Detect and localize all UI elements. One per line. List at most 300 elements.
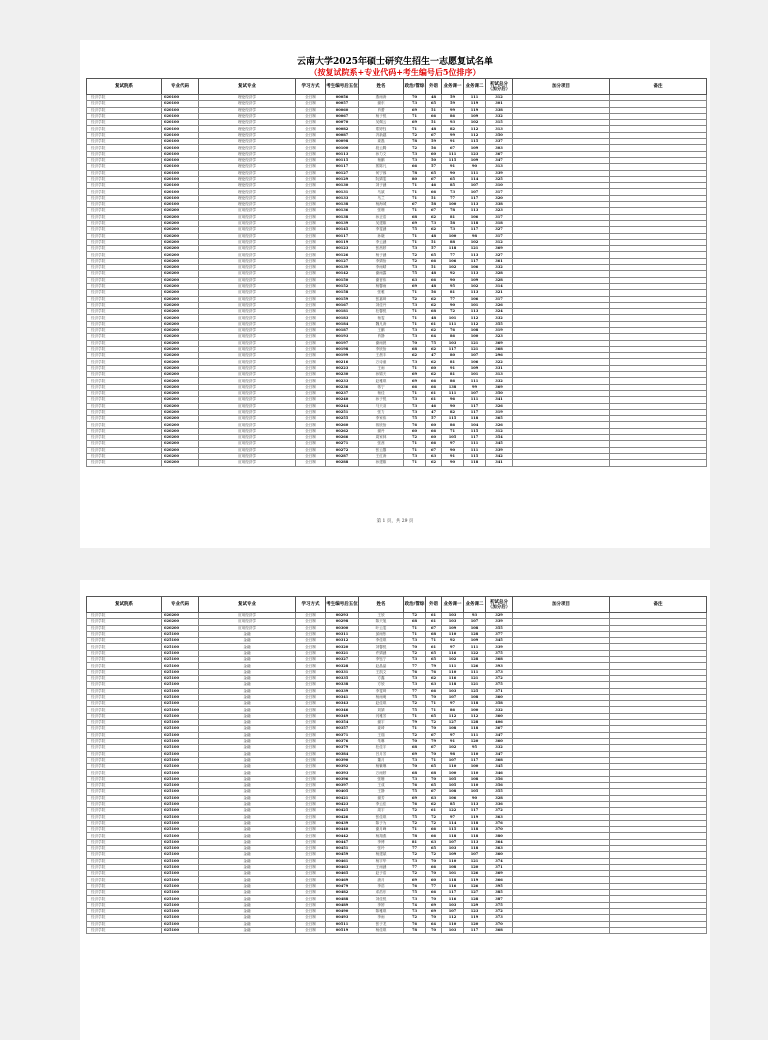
cell-foreign-language-score: 66 <box>426 833 442 839</box>
cell-foreign-language-score: 64 <box>426 921 442 927</box>
cell-subject-1-score: 99 <box>442 132 464 138</box>
cell-politics-score: 71 <box>404 290 426 296</box>
cell-exam-id: 00287 <box>326 453 359 459</box>
col-header-exam-id: 考生编号后五位 <box>326 79 359 95</box>
cell-politics-score: 62 <box>404 353 426 359</box>
cell-foreign-language-score: 61 <box>426 644 442 650</box>
cell-study-mode: 全日制 <box>296 258 326 264</box>
cell-study-mode: 全日制 <box>296 390 326 396</box>
cell-total-score: 328 <box>486 277 513 283</box>
cell-foreign-language-score: 62 <box>426 296 442 302</box>
cell-major-code: 020100 <box>162 145 199 151</box>
cell-study-mode: 全日制 <box>296 814 326 820</box>
cell-major: 应用经济学 <box>199 416 296 422</box>
cell-politics-score: 70 <box>404 644 426 650</box>
cell-study-mode: 全日制 <box>296 732 326 738</box>
cell-total-score: 319 <box>486 409 513 415</box>
cell-major-code: 020200 <box>162 321 199 327</box>
cell-department: 经济学院 <box>87 808 162 814</box>
cell-subject-1-score: 103 <box>442 619 464 625</box>
cell-foreign-language-score: 61 <box>426 619 442 625</box>
cell-total-score: 369 <box>486 246 513 252</box>
cell-foreign-language-score: 62 <box>426 372 442 378</box>
cell-foreign-language-score: 51 <box>426 195 442 201</box>
cell-exam-id: 00216 <box>326 359 359 365</box>
cell-total-score: 345 <box>486 638 513 644</box>
cell-exam-id: 00379 <box>326 745 359 751</box>
cell-politics-score: 69 <box>404 120 426 126</box>
cell-subject-2-score: 106 <box>464 296 486 302</box>
cell-foreign-language-score: 46 <box>426 403 442 409</box>
cell-name: 陈雅琪 <box>359 908 404 914</box>
cell-politics-score: 67 <box>404 202 426 208</box>
cell-foreign-language-score: 70 <box>426 858 442 864</box>
cell-exam-id: 00271 <box>326 441 359 447</box>
cell-major: 金融 <box>199 745 296 751</box>
cell-major-code: 020200 <box>162 340 199 346</box>
cell-subject-1-score: 106 <box>442 795 464 801</box>
cell-politics-score: 72 <box>404 145 426 151</box>
cell-exam-id: 00451 <box>326 845 359 851</box>
col-header-bonus-item: 加分项目 <box>513 79 610 95</box>
cell-subject-1-score: 82 <box>442 126 464 132</box>
cell-subject-2-score: 119 <box>464 877 486 883</box>
cell-subject-2-score: 121 <box>464 682 486 688</box>
cell-subject-2-score: 117 <box>464 808 486 814</box>
cell-exam-id: 00139 <box>326 265 359 271</box>
cell-exam-id: 00244 <box>326 403 359 409</box>
cell-department: 经济学院 <box>87 359 162 365</box>
cell-politics-score: 77 <box>404 663 426 669</box>
cell-politics-score: 73 <box>404 908 426 914</box>
cell-department: 经济学院 <box>87 757 162 763</box>
cell-name: 张茜婷 <box>359 246 404 252</box>
cell-subject-1-score: 92 <box>442 638 464 644</box>
cell-foreign-language-score: 66 <box>426 378 442 384</box>
cell-major: 金融 <box>199 720 296 726</box>
cell-total-score: 326 <box>486 422 513 428</box>
cell-study-mode: 全日制 <box>296 921 326 927</box>
cell-major: 金融 <box>199 650 296 656</box>
cell-subject-1-score: 112 <box>442 915 464 921</box>
cell-study-mode: 全日制 <box>296 890 326 896</box>
cell-department: 经济学院 <box>87 688 162 694</box>
cell-major-code: 025100 <box>162 631 199 637</box>
cell-major-code: 025100 <box>162 682 199 688</box>
cell-subject-2-score: 105 <box>464 789 486 795</box>
cell-major: 应用经济学 <box>199 220 296 226</box>
cell-major: 应用经济学 <box>199 340 296 346</box>
cell-politics-score: 71 <box>404 390 426 396</box>
cell-subject-1-score: 107 <box>442 908 464 914</box>
cell-exam-id: 00463 <box>326 864 359 870</box>
cell-subject-1-score: 77 <box>442 195 464 201</box>
cell-exam-id: 00371 <box>326 732 359 738</box>
cell-department: 经济学院 <box>87 120 162 126</box>
cell-major-code: 020200 <box>162 397 199 403</box>
cell-name: 张茜 <box>359 441 404 447</box>
cell-major: 应用经济学 <box>199 283 296 289</box>
cell-name: 杨佳 <box>359 390 404 396</box>
cell-study-mode: 全日制 <box>296 827 326 833</box>
cell-foreign-language-score: 71 <box>426 638 442 644</box>
cell-department: 经济学院 <box>87 675 162 681</box>
cell-politics-score: 72 <box>404 435 426 441</box>
cell-exam-id: 00321 <box>326 650 359 656</box>
cell-department: 经济学院 <box>87 327 162 333</box>
cell-name: 杜馨悦 <box>359 309 404 315</box>
cell-major-code: 025100 <box>162 808 199 814</box>
cell-name: 李佳琪 <box>359 638 404 644</box>
cell-exam-id: 00119 <box>326 239 359 245</box>
cell-exam-id: 00181 <box>326 309 359 315</box>
cell-politics-score: 75 <box>404 227 426 233</box>
cell-subject-2-score: 117 <box>464 403 486 409</box>
cell-exam-id: 00087 <box>326 132 359 138</box>
cell-politics-score: 76 <box>404 422 426 428</box>
cell-politics-score: 76 <box>404 783 426 789</box>
cell-total-score: 310 <box>486 183 513 189</box>
cell-subject-2-score: 115 <box>464 139 486 145</box>
cell-foreign-language-score: 67 <box>426 132 442 138</box>
col-header-department: 复试院系 <box>87 597 162 613</box>
cell-subject-2-score: 111 <box>464 441 486 447</box>
cell-name: 马兰 <box>359 195 404 201</box>
cell-name: 王晨丰 <box>359 353 404 359</box>
cell-major: 金融 <box>199 675 296 681</box>
cell-subject-1-score: 90 <box>442 460 464 466</box>
cell-name: 王瑞 <box>359 732 404 738</box>
cell-subject-2-score: 118 <box>464 220 486 226</box>
cell-name: 杨海城 <box>359 202 404 208</box>
cell-department: 经济学院 <box>87 302 162 308</box>
cell-study-mode: 全日制 <box>296 745 326 751</box>
cell-study-mode: 全日制 <box>296 801 326 807</box>
cell-subject-1-score: 103 <box>442 340 464 346</box>
cell-study-mode: 全日制 <box>296 372 326 378</box>
cell-department: 经济学院 <box>87 265 162 271</box>
cell-total-score: 323 <box>486 208 513 214</box>
cell-department: 经济学院 <box>87 764 162 770</box>
cell-major: 金融 <box>199 726 296 732</box>
cell-department: 经济学院 <box>87 871 162 877</box>
cell-name: 王雨涵 <box>359 864 404 870</box>
cell-major: 金融 <box>199 877 296 883</box>
cell-total-score: 341 <box>486 460 513 466</box>
cell-subject-2-score: 102 <box>464 120 486 126</box>
cell-name: 孙晓 <box>359 233 404 239</box>
cell-department: 经济学院 <box>87 252 162 258</box>
cell-exam-id: 00421 <box>326 795 359 801</box>
cell-name: 谢丹 <box>359 428 404 434</box>
cell-exam-id: 00393 <box>326 770 359 776</box>
cell-exam-id: 00159 <box>326 296 359 302</box>
cell-name: 谢雨露 <box>359 271 404 277</box>
cell-department: 经济学院 <box>87 157 162 163</box>
cell-name: 董月 <box>359 757 404 763</box>
cell-major-code: 025100 <box>162 770 199 776</box>
cell-major-code: 025100 <box>162 801 199 807</box>
cell-major-code: 020200 <box>162 271 199 277</box>
cell-major-code: 025100 <box>162 864 199 870</box>
cell-foreign-language-score: 48 <box>426 315 442 321</box>
cell-name: 赵雅琪 <box>359 378 404 384</box>
cell-name: 杨建斌 <box>359 852 404 858</box>
cell-major: 应用经济学 <box>199 613 296 619</box>
cell-subject-2-score: 120 <box>464 921 486 927</box>
cell-total-score: 375 <box>486 650 513 656</box>
col-header-foreign-language-score: 外语 <box>426 597 442 613</box>
cell-major-code: 025100 <box>162 908 199 914</box>
cell-politics-score: 66 <box>404 164 426 170</box>
cell-subject-1-score: 59 <box>442 101 464 107</box>
cell-major: 应用经济学 <box>199 265 296 271</box>
cell-subject-1-score: 118 <box>442 682 464 688</box>
cell-study-mode: 全日制 <box>296 631 326 637</box>
cell-subject-1-score: 97 <box>442 732 464 738</box>
cell-politics-score: 73 <box>404 409 426 415</box>
cell-total-score: 332 <box>486 113 513 119</box>
cell-exam-id: 00461 <box>326 858 359 864</box>
col-header-name: 姓名 <box>359 79 404 95</box>
cell-total-score: 320 <box>486 195 513 201</box>
cell-major-code: 020200 <box>162 365 199 371</box>
cell-major-code: 020200 <box>162 309 199 315</box>
cell-total-score: 355 <box>486 321 513 327</box>
cell-total-score: 345 <box>486 764 513 770</box>
cell-politics-score: 72 <box>404 915 426 921</box>
cell-foreign-language-score: 64 <box>426 334 442 340</box>
cell-politics-score: 75 <box>404 890 426 896</box>
cell-exam-id: 00519 <box>326 927 359 933</box>
cell-study-mode: 全日制 <box>296 327 326 333</box>
cell-politics-score: 71 <box>404 126 426 132</box>
cell-total-score: 347 <box>486 732 513 738</box>
col-header-remarks: 备注 <box>610 79 707 95</box>
cell-department: 经济学院 <box>87 852 162 858</box>
cell-subject-2-score: 109 <box>464 638 486 644</box>
cell-major-code: 020200 <box>162 384 199 390</box>
cell-department: 经济学院 <box>87 858 162 864</box>
cell-major: 应用经济学 <box>199 460 296 466</box>
cell-foreign-language-score: 70 <box>426 726 442 732</box>
cell-name: 刘子涵 <box>359 183 404 189</box>
cell-total-score: 317 <box>486 296 513 302</box>
cell-total-score: 345 <box>486 441 513 447</box>
cell-name: 王成 <box>359 783 404 789</box>
cell-exam-id: 00396 <box>326 776 359 782</box>
cell-major: 金融 <box>199 732 296 738</box>
cell-major-code: 025100 <box>162 764 199 770</box>
cell-subject-1-score: 116 <box>442 883 464 889</box>
cell-name: 邓浩东 <box>359 890 404 896</box>
cell-study-mode: 全日制 <box>296 252 326 258</box>
cell-foreign-language-score: 70 <box>426 751 442 757</box>
cell-exam-id: 00288 <box>326 460 359 466</box>
cell-politics-score: 73 <box>404 657 426 663</box>
cell-subject-1-score: 103 <box>442 845 464 851</box>
cell-foreign-language-score: 70 <box>426 871 442 877</box>
cell-exam-id: 00338 <box>326 682 359 688</box>
cell-study-mode: 全日制 <box>296 694 326 700</box>
cell-exam-id: 00376 <box>326 738 359 744</box>
cell-department: 经济学院 <box>87 283 162 289</box>
cell-subject-2-score: 121 <box>464 675 486 681</box>
cell-foreign-language-score: 62 <box>426 359 442 365</box>
cell-subject-2-score: 113 <box>464 309 486 315</box>
cell-exam-id: 00312 <box>326 638 359 644</box>
cell-politics-score: 72 <box>404 701 426 707</box>
cell-major-code: 020200 <box>162 302 199 308</box>
cell-total-score: 313 <box>486 164 513 170</box>
cell-study-mode: 全日制 <box>296 619 326 625</box>
cell-study-mode: 全日制 <box>296 139 326 145</box>
cell-subject-2-score: 117 <box>464 435 486 441</box>
cell-major: 金融 <box>199 864 296 870</box>
cell-total-score: 337 <box>486 139 513 145</box>
cell-study-mode: 全日制 <box>296 808 326 814</box>
cell-total-score: 380 <box>486 833 513 839</box>
cell-politics-score: 69 <box>404 877 426 883</box>
cell-major-code: 020200 <box>162 625 199 631</box>
cell-major: 应用经济学 <box>199 441 296 447</box>
cell-name: 李博 <box>359 839 404 845</box>
cell-foreign-language-score: 68 <box>426 309 442 315</box>
cell-department: 经济学院 <box>87 638 162 644</box>
cell-study-mode: 全日制 <box>296 757 326 763</box>
cell-exam-id: 00130 <box>326 183 359 189</box>
cell-subject-1-score: 110 <box>442 921 464 927</box>
cell-politics-score: 80 <box>404 176 426 182</box>
cell-total-score: 372 <box>486 808 513 814</box>
cell-total-score: 328 <box>486 795 513 801</box>
cell-major: 应用经济学 <box>199 403 296 409</box>
cell-politics-score: 71 <box>404 827 426 833</box>
cell-subject-1-score: 115 <box>442 157 464 163</box>
cell-foreign-language-score: 70 <box>426 915 442 921</box>
cell-subject-2-score: 102 <box>464 239 486 245</box>
cell-politics-score: 71 <box>404 726 426 732</box>
cell-subject-1-score: 111 <box>442 390 464 396</box>
col-header-politics-score: 政治/管综 <box>404 79 426 95</box>
cell-major: 金融 <box>199 845 296 851</box>
cell-department: 经济学院 <box>87 877 162 883</box>
cell-politics-score: 76 <box>404 801 426 807</box>
cell-major: 理论经济学 <box>199 170 296 176</box>
cell-department: 经济学院 <box>87 277 162 283</box>
cell-politics-score: 69 <box>404 751 426 757</box>
cell-total-score: 368 <box>486 346 513 352</box>
cell-major: 应用经济学 <box>199 252 296 258</box>
cell-subject-1-score: 127 <box>442 720 464 726</box>
cell-major: 应用经济学 <box>199 227 296 233</box>
cell-total-score: 366 <box>486 877 513 883</box>
cell-exam-id: 00426 <box>326 814 359 820</box>
cell-subject-2-score: 100 <box>464 764 486 770</box>
cell-subject-1-score: 81 <box>442 372 464 378</box>
cell-subject-1-score: 109 <box>442 625 464 631</box>
cell-major-code: 025100 <box>162 871 199 877</box>
cell-politics-score: 73 <box>404 757 426 763</box>
cell-major: 金融 <box>199 871 296 877</box>
cell-major-code: 025100 <box>162 820 199 826</box>
cell-major-code: 020200 <box>162 353 199 359</box>
cell-major-code: 020100 <box>162 101 199 107</box>
cell-total-score: 318 <box>486 220 513 226</box>
cell-department: 经济学院 <box>87 164 162 170</box>
cell-name: 杨子悦 <box>359 113 404 119</box>
cell-study-mode: 全日制 <box>296 447 326 453</box>
cell-department: 经济学院 <box>87 795 162 801</box>
cell-total-score: 369 <box>486 384 513 390</box>
cell-name: 张雅 <box>359 290 404 296</box>
cell-major: 金融 <box>199 694 296 700</box>
cell-total-score: 369 <box>486 871 513 877</box>
cell-exam-id: 00187 <box>326 327 359 333</box>
cell-department: 经济学院 <box>87 397 162 403</box>
cell-subject-1-score: 81 <box>442 359 464 365</box>
cell-foreign-language-score: 62 <box>426 675 442 681</box>
page-subtitle: （按复试院系+专业代码+考生编号后5位排序） <box>309 67 481 77</box>
cell-name: 张力 <box>359 409 404 415</box>
cell-major: 应用经济学 <box>199 309 296 315</box>
cell-name: 李婧怡 <box>359 258 404 264</box>
cell-exam-id: 00392 <box>326 764 359 770</box>
cell-exam-id: 00489 <box>326 902 359 908</box>
cell-study-mode: 全日制 <box>296 453 326 459</box>
cell-department: 经济学院 <box>87 745 162 751</box>
cell-foreign-language-score: 61 <box>426 613 442 619</box>
col-header-major-code: 专业代码 <box>162 597 199 613</box>
cell-name: 陈天旭 <box>359 619 404 625</box>
cell-department: 经济学院 <box>87 663 162 669</box>
cell-exam-id: 00440 <box>326 827 359 833</box>
cell-subject-2-score: 111 <box>464 644 486 650</box>
cell-subject-1-score: 86 <box>442 707 464 713</box>
cell-subject-1-score: 81 <box>442 290 464 296</box>
cell-name: 谢宇 <box>359 720 404 726</box>
cell-study-mode: 全日制 <box>296 776 326 782</box>
cell-major: 金融 <box>199 738 296 744</box>
cell-bonus-item <box>513 460 610 466</box>
cell-study-mode: 全日制 <box>296 233 326 239</box>
cell-subject-1-score: 86 <box>442 422 464 428</box>
cell-subject-1-score: 93 <box>442 120 464 126</box>
cell-politics-score: 72 <box>404 732 426 738</box>
cell-major: 应用经济学 <box>199 384 296 390</box>
cell-study-mode: 全日制 <box>296 157 326 163</box>
cell-name: 马天羽 <box>359 403 404 409</box>
cell-subject-1-score: 116 <box>442 675 464 681</box>
cell-major-code: 025100 <box>162 827 199 833</box>
cell-subject-1-score: 76 <box>442 327 464 333</box>
cell-politics-score: 71 <box>404 239 426 245</box>
cell-department: 经济学院 <box>87 833 162 839</box>
cell-department: 经济学院 <box>87 95 162 101</box>
cell-study-mode: 全日制 <box>296 902 326 908</box>
cell-name: 李欣怡 <box>359 346 404 352</box>
cell-subject-2-score: 118 <box>464 416 486 422</box>
cell-subject-2-score: 117 <box>464 258 486 264</box>
cell-politics-score: 72 <box>404 613 426 619</box>
cell-major: 金融 <box>199 631 296 637</box>
cell-subject-1-score: 111 <box>442 321 464 327</box>
cell-exam-id: 00493 <box>326 915 359 921</box>
cell-subject-1-score: 91 <box>442 139 464 145</box>
cell-subject-1-score: 103 <box>442 613 464 619</box>
cell-department: 经济学院 <box>87 271 162 277</box>
cell-exam-id: 00469 <box>326 877 359 883</box>
